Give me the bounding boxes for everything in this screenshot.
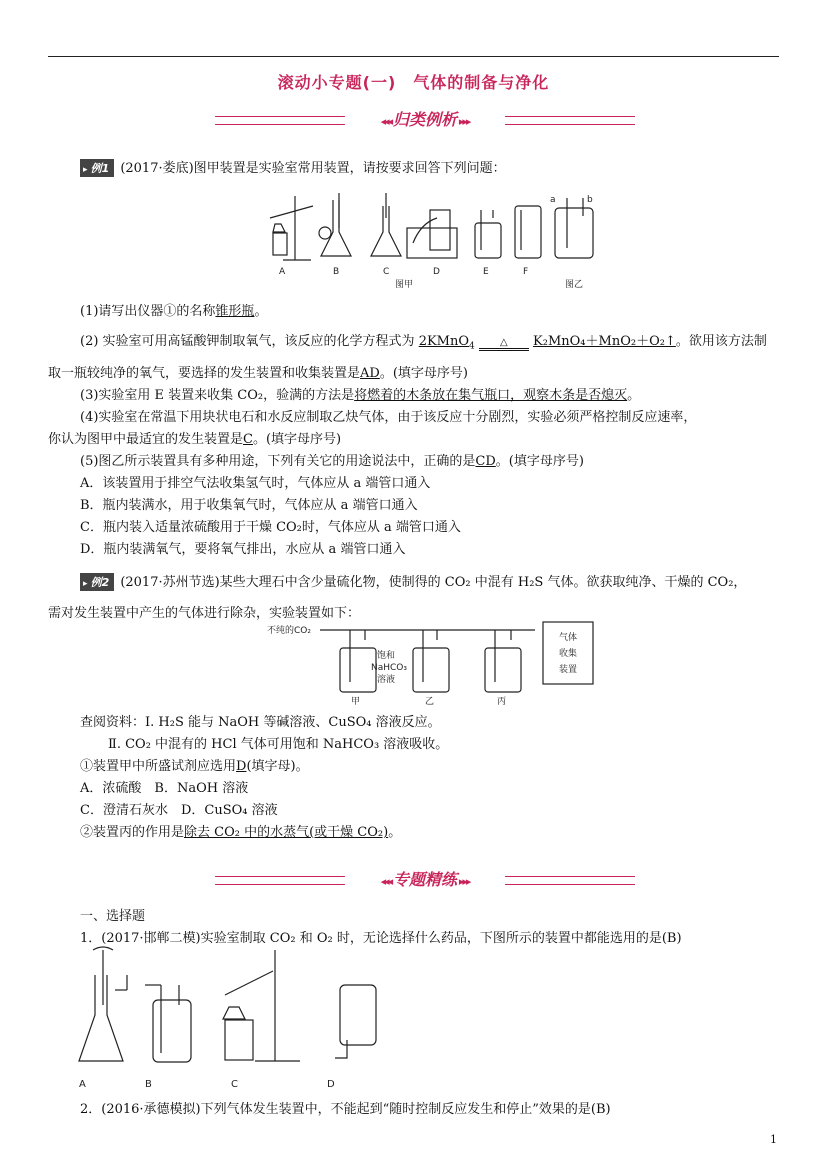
page-number: 1	[770, 1133, 777, 1146]
svg-text:气体: 气体	[559, 633, 578, 643]
ex2-intro-line: ▸ 例2 (2017·苏州节选)某些大理石中含少量硫化物，使制得的 CO₂ 中混有 H₂S 气体。欲获取纯净、干燥的 CO₂，	[80, 571, 746, 591]
svg-text:C: C	[231, 1079, 238, 1090]
svg-text:装置: 装置	[559, 665, 578, 675]
ex1-option-b: B．瓶内装满水，用于收集氧气时，气体应从 a 端管口通入	[80, 498, 418, 513]
fig-label-e: E	[483, 267, 489, 277]
svg-text:乙: 乙	[425, 697, 435, 707]
section-heading: 一、选择题	[80, 909, 146, 924]
fig-caption-yi: 图乙	[565, 280, 584, 290]
svg-text:B: B	[145, 1079, 152, 1090]
header-rule	[48, 56, 779, 57]
page-title: 滚动小专题(一) 气体的制备与净化	[277, 73, 550, 92]
ex1-intro-line	[80, 157, 506, 177]
ex1-q5: (5)图乙所示装置具有多种用途，下列有关它的用途说法中，正确的是CD。(填字母序号)	[80, 454, 584, 469]
section-banner-practice: ◂◂◂ 专题精练 ▸▸▸	[215, 868, 635, 894]
ex1-q4-answer: C	[243, 432, 253, 447]
ex2-q2-answer: 除去 CO₂ 中的水蒸气(或干燥 CO₂)	[184, 825, 389, 840]
problem-2: 2．(2016·承德模拟)下列气体发生装置中，不能起到“随时控制反应发生和停止”效果的是(B)	[80, 1102, 611, 1117]
ex1-intro: (2017·娄底)图甲装置是实验室常用装置，请按要求回答下列问题：	[120, 161, 506, 176]
ex2-tag: ▸ 例2	[80, 573, 114, 591]
ex2-figure-apparatus	[265, 618, 600, 708]
ex2-options-2: C．澄清石灰水 D．CuSO₄ 溶液	[80, 803, 278, 818]
ex2-q1-answer: D	[236, 759, 247, 774]
ex2-ref2: Ⅱ. CO₂ 中混有的 HCl 气体可用饱和 NaHCO₃ 溶液吸收。	[108, 737, 449, 752]
fig-label-d: D	[433, 267, 440, 277]
banner-label: 专题精练	[392, 870, 457, 889]
svg-text:饱和: 饱和	[377, 651, 396, 661]
fig-label-f: F	[523, 267, 529, 277]
svg-text:甲: 甲	[351, 697, 361, 707]
ex1-tag: ▸ 例1	[80, 159, 114, 177]
fig-label-a: A	[279, 267, 286, 277]
fig-caption-jia: 图甲	[395, 280, 414, 290]
ex1-q4-cont: 你认为图甲中最适宜的发生装置是C。(填字母序号)	[48, 432, 342, 447]
ex2-intro-cont: 需对发生装置中产生的气体进行除杂，实验装置如下：	[48, 606, 361, 621]
ex2-q1: ①装置甲中所盛试剂应选用D(填字母)。	[80, 759, 309, 774]
svg-text:收集: 收集	[559, 649, 578, 659]
banner-label: 归类例析	[392, 110, 457, 129]
port-b: b	[587, 195, 593, 205]
svg-text:D: D	[327, 1079, 335, 1090]
ex1-q2-cont: 取一瓶较纯净的氧气，要选择的发生装置和收集装置是AD。(填字母序号)	[48, 366, 468, 381]
ex1-q3: (3)实验室用 E 装置来收集 CO₂，验满的方法是将燃着的木条放在集气瓶口，观察木条是否熄灭。	[80, 388, 641, 403]
ex1-q2-answer: AD	[360, 366, 380, 381]
ex1-option-d: D．瓶内装满氧气，要将氧气排出，水应从 a 端管口通入	[80, 542, 406, 557]
eq-left: 2KMnO$_4$	[418, 334, 475, 352]
svg-text:溶液: 溶液	[377, 675, 396, 685]
svg-text:A: A	[79, 1079, 86, 1090]
ex1-q5-answer: CD	[475, 454, 496, 469]
ex1-option-a: A．该装置用于排空气法收集氢气时，气体应从 a 端管口通入	[80, 476, 431, 491]
problem-1: 1．(2017·邯郸二模)实验室制取 CO₂ 和 O₂ 时，无论选择什么药品，下图所示的装置中都能选用的是(B)	[80, 931, 682, 946]
ex1-q1-answer: 锥形瓶	[215, 304, 255, 319]
eq-right: K₂MnO₄＋MnO₂＋O₂↑	[533, 334, 676, 349]
port-a: a	[550, 195, 556, 205]
ex1-q4: (4)实验室在常温下用块状电石和水反应制取乙炔气体，由于该反应十分剧烈，实验必须严格控制反应速率，	[80, 410, 697, 425]
ex2-options-1: A．浓硫酸 B．NaOH 溶液	[80, 781, 249, 796]
ex1-figure-apparatus	[265, 188, 615, 293]
svg-text:丙: 丙	[497, 697, 507, 707]
ex1-q1: (1)请写出仪器①的名称锥形瓶。	[80, 304, 268, 319]
section-banner-examples: ◂◂◂ 归类例析 ▸▸▸	[215, 108, 635, 134]
ex2-ref1: 查阅资料：Ⅰ. H₂S 能与 NaOH 等碱溶液、CuSO₄ 溶液反应。	[80, 715, 441, 730]
ex1-q2: (2) 实验室可用高锰酸钾制取氧气，该反应的化学方程式为 2KMnO$_4$ △ K₂MnO₄＋MnO₂＋O₂↑。欲用该方法制	[80, 334, 767, 352]
problem-1-figure	[75, 945, 385, 1095]
svg-text:NaHCO₃: NaHCO₃	[371, 663, 407, 673]
inlet-label: 不纯的CO₂	[267, 626, 311, 636]
ex1-q3-answer: 将燃着的木条放在集气瓶口，观察木条是否熄灭	[354, 388, 628, 403]
fig-label-c: C	[383, 267, 390, 277]
ex2-q2: ②装置丙的作用是除去 CO₂ 中的水蒸气(或干燥 CO₂)。	[80, 825, 402, 840]
fig-label-b: B	[333, 267, 340, 277]
ex1-option-c: C．瓶内装入适量浓硫酸用于干燥 CO₂时，气体应从 a 端管口通入	[80, 520, 461, 535]
